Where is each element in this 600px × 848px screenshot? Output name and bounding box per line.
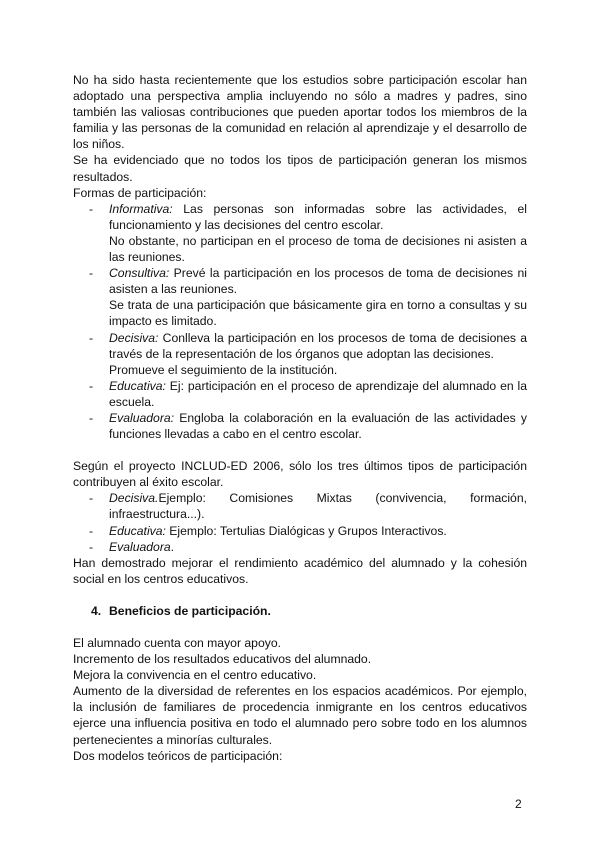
list-item: [73, 330, 527, 378]
list-item: [73, 490, 527, 522]
dash-marker: -: [89, 378, 94, 393]
section-title: Beneficios de participación.: [109, 603, 271, 618]
form-description: Ejemplo: Comisiones Mixtas (convivencia, formación, infraestructura...).: [109, 491, 527, 522]
section-number: 4.: [91, 603, 102, 618]
page-number: 2: [515, 797, 522, 811]
form-extra: Promueve el seguimiento de la institución.: [109, 362, 338, 377]
form-extra: Se trata de una participación que básicamente gira en torno a consultas y su impacto es limitado.: [109, 298, 527, 329]
intro-paragraph: No ha sido hasta recientemente que los estudios sobre participación escolar han adoptado una perspectiva amplia incluyendo no sólo a madres y padres, sino también las valiosas contribuciones que pueden aportar todos los miembros de la familia y las personas de la comunidad en relación al aprendizaje y el desarrollo de los niños.: [73, 73, 527, 152]
list-item: [73, 523, 527, 539]
dash-marker: -: [89, 491, 94, 506]
form-term: Decisiva:: [109, 330, 159, 345]
form-description: Las personas son informadas sobre las actividades, el funcionamiento y las decisiones del centro escolar.: [109, 201, 527, 232]
form-description: Conlleva la participación en los procesos de toma de decisiones a través de la representación de los órganos que adoptan las decisiones.: [109, 330, 527, 361]
benefit-paragraph: Aumento de la diversidad de referentes en los espacios académicos. Por ejemplo, la inclusión de familiares de procedencia inmigrante en los centros educativos ejerce una influencia positiva en todo el alumnado pero sobre todo en los alumnos pertenecientes a minorías culturales.: [73, 684, 527, 747]
list-item: [73, 378, 527, 410]
form-description: Ejemplo: Tertulias Dialógicas y Grupos Interactivos.: [165, 523, 447, 538]
benefit-line: El alumnado cuenta con mayor apoyo.: [73, 636, 281, 650]
form-description: .: [170, 539, 175, 554]
paragraph-spacer: [73, 442, 527, 458]
list-item: [73, 201, 527, 265]
dash-marker: -: [89, 523, 94, 538]
list-item: [73, 265, 527, 329]
intro-paragraph: Se ha evidenciado que no todos los tipos de participación generan los mismos resultados.: [73, 153, 527, 184]
dash-marker: -: [89, 266, 94, 281]
form-term: Educativa:: [109, 523, 166, 538]
form-description: Engloba la colaboración en la evaluación de las actividades y funciones llevadas a cabo en el centro escolar.: [109, 410, 527, 442]
form-term: Informativa:: [109, 201, 173, 216]
paragraph-spacer: [73, 619, 527, 635]
section-heading: [73, 603, 527, 619]
list-item: [73, 539, 527, 555]
benefit-line: Mejora la convivencia en el centro educativo.: [73, 668, 317, 683]
dash-marker: -: [89, 201, 94, 216]
benefit-line: Incremento de los resultados educativos del alumnado.: [73, 652, 372, 667]
dash-marker: -: [89, 410, 94, 425]
dash-marker: -: [89, 539, 94, 554]
list-item: [73, 410, 527, 442]
includ-list: [73, 490, 527, 554]
form-extra: No obstante, no participan en el proceso de toma de decisiones ni asisten a las reuniones.: [109, 233, 527, 265]
form-description: Ej: participación en el proceso de aprendizaje del alumnado en la escuela.: [109, 378, 527, 409]
form-term: Evaluadora: [109, 539, 171, 554]
models-heading: Dos modelos teóricos de participación:: [73, 748, 283, 763]
body-text: [73, 72, 527, 764]
forms-list: [73, 201, 527, 442]
dash-marker: -: [89, 330, 94, 345]
form-term: Educativa:: [109, 378, 166, 393]
form-term: Evaluadora:: [109, 410, 175, 425]
includ-conclusion: Han demostrado mejorar el rendimiento académico del alumnado y la cohesión social en los centros educativos.: [73, 555, 527, 586]
includ-paragraph: Según el proyecto INCLUD-ED 2006, sólo los tres últimos tipos de participación contribuyen al éxito escolar.: [73, 459, 527, 490]
forms-heading: Formas de participación:: [73, 185, 207, 200]
form-description: Prevé la participación en los procesos de toma de decisiones ni asisten a las reuniones.: [109, 266, 527, 297]
paragraph-spacer: [73, 587, 527, 603]
form-term: Decisiva.: [109, 491, 159, 506]
form-term: Consultiva:: [109, 266, 170, 281]
